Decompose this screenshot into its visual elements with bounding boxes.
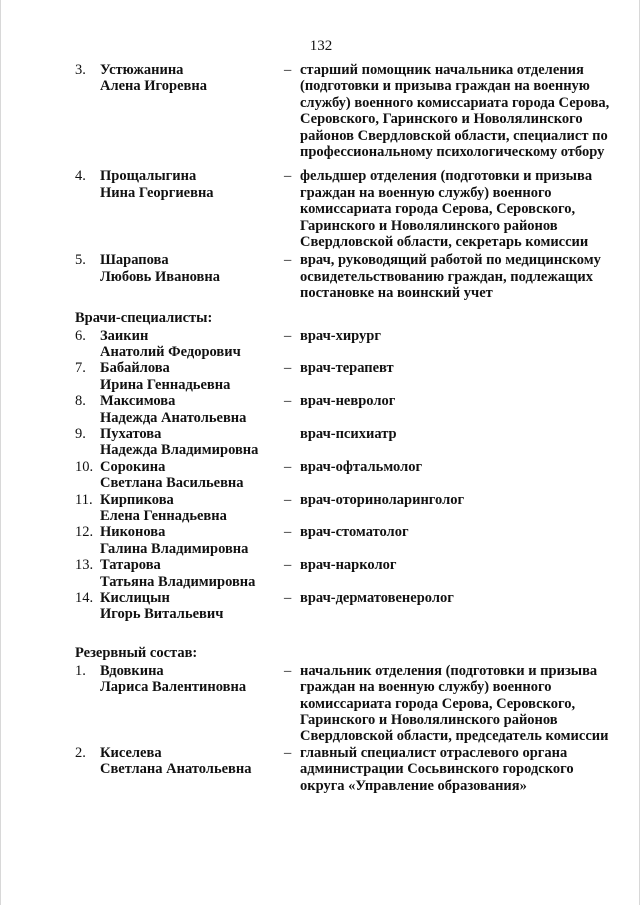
person-role-line: врач-терапевт: [300, 360, 394, 377]
person-name: [100, 590, 280, 623]
person-role: [300, 252, 610, 301]
dash-separator: –: [284, 360, 292, 377]
person-role: [300, 360, 610, 376]
person-role-line: Гаринского и Новолялинского районов: [300, 711, 558, 728]
person-name-line: Вдовкина: [100, 662, 164, 679]
person-name-line: Кирпикова: [100, 491, 174, 508]
person-role-line: (подготовки и призыва граждан на военную: [300, 78, 590, 95]
person-role: [300, 524, 610, 540]
person-role-line: главный специалист отраслевого органа: [300, 744, 568, 761]
person-role-line: врач-невролог: [300, 393, 396, 410]
person-name-line: Лариса Валентиновна: [100, 679, 247, 696]
dash-separator: –: [284, 744, 292, 761]
person-name: [100, 524, 280, 557]
dash-separator: –: [284, 62, 292, 78]
item-number: 6.: [75, 327, 86, 344]
person-name: [100, 168, 280, 201]
person-role-line: службу) военного комиссариата города Серова,: [300, 94, 610, 111]
list-item: [1, 426, 640, 459]
item-number: 9.: [75, 425, 86, 442]
person-name-line: Татарова: [100, 557, 161, 574]
list-item: [1, 168, 640, 252]
person-name-line: Сорокина: [100, 458, 166, 475]
dash-separator: –: [284, 662, 292, 679]
person-role-line: комиссариата города Серова, Серовского,: [300, 201, 576, 218]
person-name-line: Заикин: [100, 327, 149, 344]
person-name: [100, 745, 280, 778]
person-role-line: врач-стоматолог: [300, 524, 409, 541]
dash-separator: –: [284, 491, 292, 508]
person-role-line: врач-дерматовенеролог: [300, 589, 454, 606]
person-name-line: Галина Владимировна: [100, 540, 249, 557]
person-name-line: Киселева: [100, 744, 162, 761]
person-name-line: Никонова: [100, 524, 166, 541]
person-role-line: округа «Управление образования»: [300, 777, 527, 794]
list-item: [1, 663, 640, 745]
item-number: 14.: [75, 589, 94, 606]
person-role: [300, 590, 610, 606]
person-role-line: Свердловской области, председатель комиссии: [300, 728, 609, 745]
person-role-line: районов Свердловской области, специалист по: [300, 127, 608, 144]
reserve-list: [1, 663, 640, 794]
person-name: [100, 62, 280, 95]
person-name-line: Кислицын: [100, 589, 170, 606]
person-name-line: Ирина Геннадьевна: [100, 376, 231, 393]
person-role: [300, 492, 610, 508]
item-number: 3.: [75, 62, 86, 78]
person-name-line: Бабайлова: [100, 360, 170, 377]
item-number: 4.: [75, 168, 86, 185]
person-name-line: Нина Георгиевна: [100, 184, 214, 201]
list-item: [1, 557, 640, 590]
item-number: 13.: [75, 557, 94, 574]
specialists-heading: Врачи-специалисты:: [75, 309, 213, 326]
person-name: [100, 360, 280, 393]
commission-list: [1, 62, 640, 794]
person-role-line: граждан на военную службу) военного: [300, 184, 552, 201]
person-role-line: Гаринского и Новолялинского районов: [300, 217, 558, 234]
person-name-line: Шарапова: [100, 252, 169, 269]
person-name: [100, 492, 280, 525]
person-name-line: Максимова: [100, 393, 176, 410]
list-item: [1, 328, 640, 361]
person-role-line: профессиональному психологическому отбору: [300, 144, 605, 161]
person-role: [300, 328, 610, 344]
person-name-line: Анатолий Федорович: [100, 343, 241, 360]
person-role-line: старший помощник начальника отделения: [300, 62, 584, 78]
dash-separator: –: [284, 524, 292, 541]
person-role-line: комиссариата города Серова, Серовского,: [300, 695, 576, 712]
person-name: [100, 557, 280, 590]
list-item: [1, 524, 640, 557]
dash-separator: –: [284, 327, 292, 344]
list-item: [1, 393, 640, 426]
main-members-list: [1, 62, 640, 310]
dash-separator: –: [284, 458, 292, 475]
item-number: 10.: [75, 458, 94, 475]
list-item: [1, 590, 640, 645]
person-role-line: Свердловской области, секретарь комиссии: [300, 234, 589, 251]
person-role: [300, 168, 610, 250]
list-item: [1, 459, 640, 492]
person-name-line: Игорь Витальевич: [100, 606, 224, 623]
dash-separator: –: [284, 168, 292, 185]
person-role: [300, 557, 610, 573]
person-name-line: Устюжанина: [100, 62, 184, 78]
person-role-line: врач-офтальмолог: [300, 458, 423, 475]
item-number: 8.: [75, 393, 86, 410]
dash-separator: –: [284, 557, 292, 574]
item-number: 7.: [75, 360, 86, 377]
dash-separator: –: [284, 589, 292, 606]
dash-separator: –: [284, 393, 292, 410]
person-name-line: Надежда Анатольевна: [100, 409, 247, 426]
item-number: 12.: [75, 524, 94, 541]
person-role-line: граждан на военную службу) военного: [300, 679, 552, 696]
person-name-line: Пухатова: [100, 425, 162, 442]
person-name-line: Надежда Владимировна: [100, 442, 259, 459]
person-role: [300, 745, 610, 794]
person-name: [100, 252, 280, 285]
person-role-line: фельдшер отделения (подготовки и призыва: [300, 168, 593, 185]
person-role-line: врач-психиатр: [300, 425, 397, 442]
person-role-line: освидетельствованию граждан, подлежащих: [300, 268, 593, 285]
page-number: 132: [309, 38, 333, 54]
person-name: [100, 393, 280, 426]
person-name: [100, 426, 280, 459]
person-name-line: Елена Геннадьевна: [100, 507, 227, 524]
specialists-list: [1, 328, 640, 645]
person-name: [100, 328, 280, 361]
list-item: [1, 252, 640, 309]
item-number: 1.: [75, 662, 86, 679]
reserve-heading: Резервный состав:: [75, 644, 198, 661]
list-item: [1, 745, 640, 794]
person-name: [100, 663, 280, 696]
person-role-line: врач-нарколог: [300, 557, 397, 574]
person-name-line: Татьяна Владимировна: [100, 573, 256, 590]
person-role-line: постановке на воинский учет: [300, 285, 493, 302]
person-role: [300, 426, 610, 442]
item-number: 5.: [75, 252, 86, 269]
person-name-line: Прощалыгина: [100, 168, 197, 185]
person-name: [100, 459, 280, 492]
list-item: [1, 492, 640, 525]
person-role: [300, 663, 610, 745]
person-role: [300, 62, 610, 160]
dash-separator: –: [284, 252, 292, 269]
person-name-line: Любовь Ивановна: [100, 268, 220, 285]
person-role-line: врач, руководящий работой по медицинскому: [300, 252, 601, 269]
item-number: 2.: [75, 744, 86, 761]
person-role-line: администрации Сосьвинского городского: [300, 761, 574, 778]
item-number: 11.: [75, 491, 93, 508]
person-role: [300, 393, 610, 409]
person-role-line: врач-оториноларинголог: [300, 491, 465, 508]
person-role-line: начальник отделения (подготовки и призыва: [300, 662, 598, 679]
list-item: [1, 360, 640, 393]
person-role-line: врач-хирург: [300, 327, 381, 344]
person-role: [300, 459, 610, 475]
person-name-line: Светлана Анатольевна: [100, 761, 252, 778]
list-item: [1, 62, 640, 168]
person-name-line: Алена Игоревна: [100, 78, 207, 95]
person-role-line: Серовского, Гаринского и Новолялинского: [300, 111, 583, 128]
person-name-line: Светлана Васильевна: [100, 475, 244, 492]
